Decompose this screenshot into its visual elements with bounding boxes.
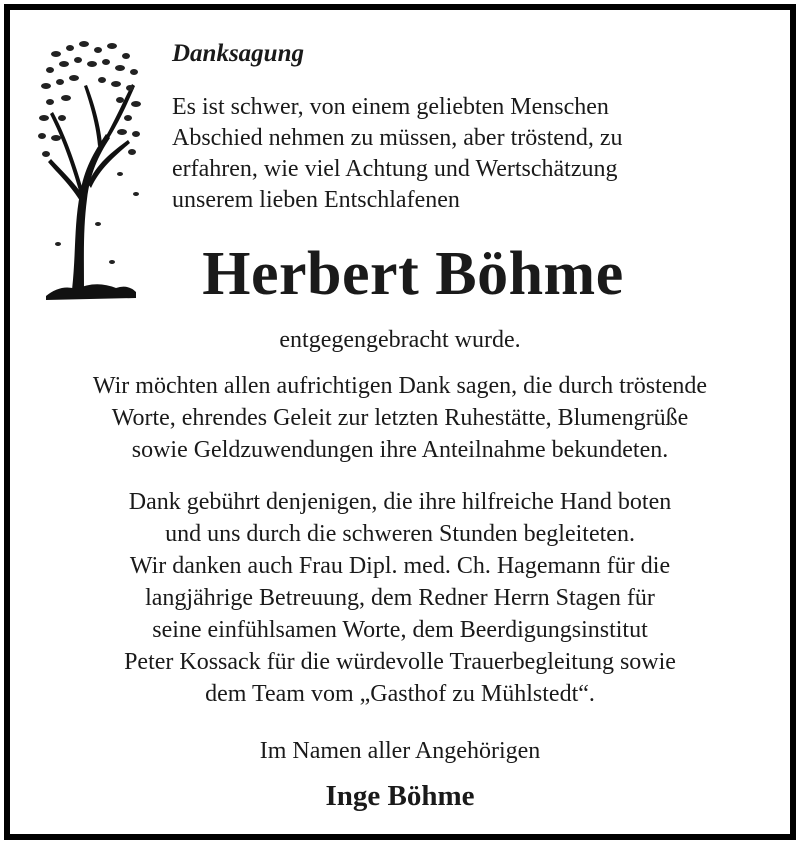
brought-text: entgegengebracht wurde.: [279, 327, 521, 353]
thanks-line: Worte, ehrendes Geleit zur letzten Ruhestätte, Blumengrüße: [111, 405, 689, 431]
dank-line: Dank gebührt denjenigen, die ihre hilfreiche Hand boten: [128, 489, 672, 515]
closing-line: [10, 735, 790, 767]
obituary-card: [4, 4, 796, 840]
brought-line: [10, 324, 790, 356]
dank-line: dem Team vom „Gasthof zu Mühlstedt“.: [205, 681, 595, 707]
dank-line: Wir danken auch Frau Dipl. med. Ch. Hagemann für die: [129, 553, 671, 579]
closing-text: Im Namen aller Angehörigen: [259, 738, 541, 764]
signature: Inge Böhme: [325, 780, 475, 812]
intro-line: Abschied nehmen zu müssen, aber tröstend, zu: [172, 125, 623, 151]
dank-line: Peter Kossack für die würdevolle Trauerbegleitung sowie: [124, 649, 676, 675]
thanks-line: Wir möchten allen aufrichtigen Dank sagen, die durch tröstende: [92, 373, 708, 399]
intro-line: erfahren, wie viel Achtung und Wertschätzung: [172, 156, 618, 182]
dank-line: langjährige Betreuung, dem Redner Herrn Stagen für: [145, 585, 655, 611]
intro-text: [172, 92, 772, 216]
dank-line: seine einfühlsamen Worte, dem Beerdigungsinstitut: [152, 617, 648, 643]
dank-line: und uns durch die schweren Stunden begleiteten.: [165, 521, 635, 547]
thanks-paragraph: [10, 370, 790, 466]
heading: Danksagung: [172, 40, 304, 67]
intro-line: Es ist schwer, von einem geliebten Menschen: [172, 94, 609, 120]
intro-line: unserem lieben Entschlafenen: [172, 187, 460, 213]
deceased-name: Herbert Böhme: [202, 240, 624, 308]
dank-paragraph: [10, 486, 790, 710]
thanks-line: sowie Geldzuwendungen ihre Anteilnahme bekundeten.: [131, 437, 669, 463]
